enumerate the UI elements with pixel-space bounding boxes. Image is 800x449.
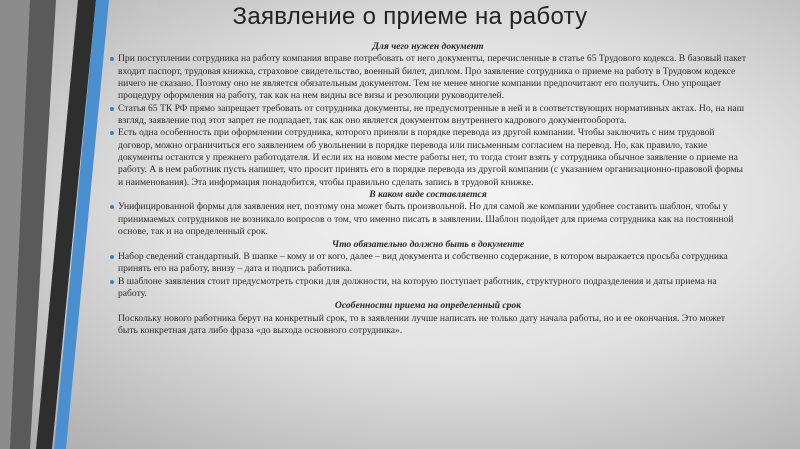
section-heading-purpose: Для чего нужен документ (372, 41, 484, 52)
paragraph: В шаблоне заявления стоит предусмотреть строки для должности, на которую поступает работник, структурного подразделения и даты приема на работу. (109, 276, 747, 301)
paragraph: Набор сведений стандартный. В шапке – кому и от кого, далее – вид документа и собственно содержание, в котором выражается просьба сотрудника принять его на работу, внизу – дата и подпись работника. (109, 251, 747, 276)
paragraph: Унифицированной формы для заявления нет, поэтому она может быть произвольной. Но для самой же компании удобнее составить шаблон, чтобы у принимаемых сотрудников не возникало вопросов о том, что именно писать в заявлении. Шаблон подойдет для приема сотрудника как на постоянной основе, так и на определенный срок. (109, 201, 747, 238)
document-body (109, 41, 747, 337)
page-title: Заявление о приеме на работу (232, 3, 588, 30)
paragraph: Есть одна особенность при оформлении сотрудника, которого приняли в порядке перевода из другой компании. Чтобы заключить с ним трудовой договор, можно ограничиться его заявлением об увольнении в порядке перевода или письменным согласием на перевод. Но, как правило, такие документы остаются у прежнего работодателя. И если их на новом месте работы нет, то тогда стоит взять у сотрудника обычное заявление о приеме на работу. А в нем работник пусть напишет, что просит принять его в порядке перевода из другой компании (с указанием организационно-правовой формы и наименования). Эта информация понадобится, чтобы правильно сделать запись в трудовой книжке. (109, 127, 747, 189)
paragraph: Статья 65 ТК РФ прямо запрещает требовать от сотрудника документы, не предусмотренные в ней и в соответствующих нормативных актах. Но, на наш взгляд, заявление под этот запрет не подпадает, так как оно является документом внутреннего кадрового документооборота. (109, 103, 747, 128)
section-heading-fixed-term: Особенности приема на определенный срок (334, 300, 522, 312)
section-heading-contents: Что обязательно должно быть в документе (331, 238, 525, 250)
paragraph: Поскольку нового работника берут на конкретный срок, то в заявлении лучше написать не только дату начала работы, но и ее окончания. Это может быть конкретная дата либо фраза «до выхода основного сотрудника». (118, 312, 726, 336)
paragraph: При поступлении сотрудника на работу компания вправе потребовать от него документы, перечисленные в статье 65 Трудового кодекса. В базовый пакет входит паспорт, трудовая книжка, страховое свидетельство, военный билет, диплом. Про заявление сотрудника о приеме на работу в Трудовом кодексе ничего не сказано. Поэтому оно не является обязательным документом. Тем не менее многие компании предпочитают его получить. Оно упрощает процедуру оформления на работу, так как на нем видны все визы и резолюции руководителей. (109, 53, 747, 102)
section-heading-form: В каком виде составляется (369, 189, 487, 201)
